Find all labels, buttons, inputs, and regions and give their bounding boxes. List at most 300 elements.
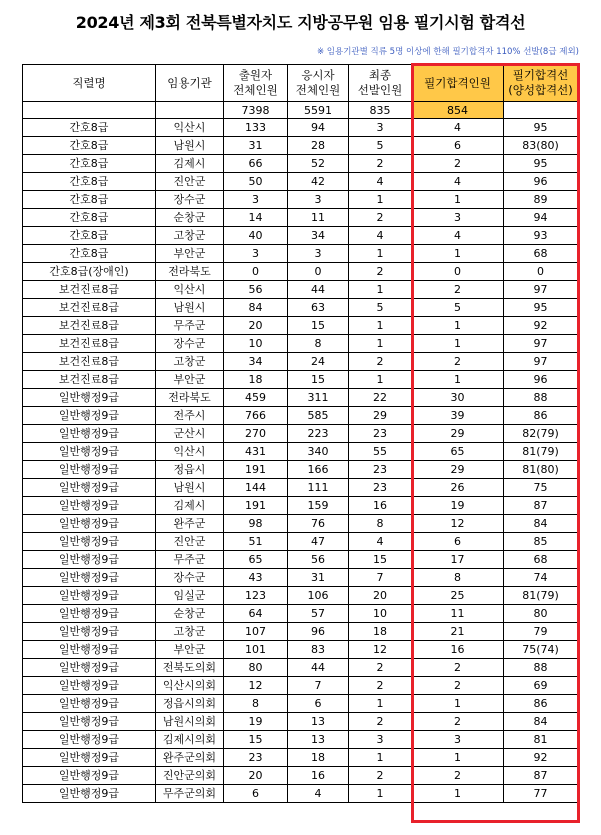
cell-cutline: 93: [504, 227, 578, 245]
cell-agency: 진안군: [156, 533, 224, 551]
cell-final: 23: [349, 425, 412, 443]
cell-final: 2: [349, 209, 412, 227]
cell-passers: 6: [412, 137, 504, 155]
cell-applicants: 65: [224, 551, 288, 569]
cell-examinees: 56: [288, 551, 349, 569]
cell-examinees: 63: [288, 299, 349, 317]
cell-applicants: 40: [224, 227, 288, 245]
cell-job: 일반행정9급: [23, 731, 156, 749]
results-table: [22, 64, 578, 803]
cell-agency: 무주군: [156, 317, 224, 335]
cell-examinees: 0: [288, 263, 349, 281]
cell-final: 1: [349, 317, 412, 335]
table-row: [23, 191, 578, 209]
cell-agency: 군산시: [156, 425, 224, 443]
table-row: [23, 425, 578, 443]
cell-agency: 무주군의회: [156, 785, 224, 803]
cell-job: 일반행정9급: [23, 587, 156, 605]
cell-cutline: 79: [504, 623, 578, 641]
table-row: [23, 335, 578, 353]
cell-examinees: 94: [288, 119, 349, 137]
cell-applicants: 191: [224, 497, 288, 515]
cell-applicants: 133: [224, 119, 288, 137]
table-row: [23, 641, 578, 659]
cell-examinees: 83: [288, 641, 349, 659]
cell-passers: 17: [412, 551, 504, 569]
cell-applicants: 12: [224, 677, 288, 695]
header-cutline-line1: 필기합격선: [512, 68, 569, 82]
cell-final: 29: [349, 407, 412, 425]
cell-applicants: 64: [224, 605, 288, 623]
cell-examinees: 96: [288, 623, 349, 641]
cell-examinees: 7: [288, 677, 349, 695]
table-row: [23, 587, 578, 605]
cell-applicants: 191: [224, 461, 288, 479]
cell-final: 2: [349, 659, 412, 677]
cell-cutline: 75(74): [504, 641, 578, 659]
cell-examinees: 11: [288, 209, 349, 227]
totals-cutline: [504, 102, 578, 119]
cell-job: 일반행정9급: [23, 569, 156, 587]
cell-applicants: 10: [224, 335, 288, 353]
cell-passers: 6: [412, 533, 504, 551]
cell-passers: 29: [412, 461, 504, 479]
cell-final: 2: [349, 155, 412, 173]
cell-cutline: 97: [504, 335, 578, 353]
cell-applicants: 101: [224, 641, 288, 659]
cell-agency: 장수군: [156, 191, 224, 209]
cell-final: 8: [349, 515, 412, 533]
cell-final: 2: [349, 713, 412, 731]
table-row: [23, 299, 578, 317]
cell-examinees: 28: [288, 137, 349, 155]
cell-passers: 1: [412, 191, 504, 209]
cell-passers: 0: [412, 263, 504, 281]
cell-cutline: 86: [504, 695, 578, 713]
cell-final: 55: [349, 443, 412, 461]
cell-final: 3: [349, 731, 412, 749]
cell-agency: 전주시: [156, 407, 224, 425]
totals-agency: [156, 102, 224, 119]
header-applicants-line2: 전체인원: [233, 83, 278, 97]
page-title: 2024년 제3회 전북특별자치도 지방공무원 임용 필기시험 합격선: [75, 13, 526, 32]
cell-applicants: 66: [224, 155, 288, 173]
header-examinees: [288, 65, 349, 102]
cell-examinees: 16: [288, 767, 349, 785]
cell-examinees: 34: [288, 227, 349, 245]
cell-applicants: 0: [224, 263, 288, 281]
cell-applicants: 766: [224, 407, 288, 425]
cell-agency: 진안군: [156, 173, 224, 191]
cell-final: 3: [349, 119, 412, 137]
totals-passers: 854: [412, 102, 504, 119]
table-row: [23, 119, 578, 137]
cell-applicants: 270: [224, 425, 288, 443]
cell-final: 1: [349, 281, 412, 299]
cell-examinees: 223: [288, 425, 349, 443]
cell-cutline: 81(79): [504, 443, 578, 461]
cell-job: 일반행정9급: [23, 749, 156, 767]
cell-applicants: 3: [224, 191, 288, 209]
cell-cutline: 81(79): [504, 587, 578, 605]
cell-agency: 장수군: [156, 335, 224, 353]
cell-cutline: 87: [504, 497, 578, 515]
cell-agency: 정읍시의회: [156, 695, 224, 713]
cell-cutline: 81(80): [504, 461, 578, 479]
cell-final: 5: [349, 137, 412, 155]
cell-examinees: 3: [288, 191, 349, 209]
cell-final: 2: [349, 263, 412, 281]
cell-cutline: 88: [504, 389, 578, 407]
cell-agency: 고창군: [156, 623, 224, 641]
cell-job: 간호8급: [23, 245, 156, 263]
cell-cutline: 97: [504, 353, 578, 371]
cell-examinees: 106: [288, 587, 349, 605]
cell-agency: 임실군: [156, 587, 224, 605]
cell-final: 1: [349, 335, 412, 353]
cell-agency: 남원시: [156, 299, 224, 317]
cell-job: 보건진료8급: [23, 317, 156, 335]
cell-examinees: 57: [288, 605, 349, 623]
cell-job: 일반행정9급: [23, 515, 156, 533]
table-row: [23, 623, 578, 641]
cell-agency: 익산시: [156, 119, 224, 137]
cell-agency: 전라북도: [156, 389, 224, 407]
cell-final: 7: [349, 569, 412, 587]
cell-cutline: 74: [504, 569, 578, 587]
cell-final: 18: [349, 623, 412, 641]
cell-cutline: 96: [504, 371, 578, 389]
cell-final: 23: [349, 461, 412, 479]
cell-cutline: 96: [504, 173, 578, 191]
cell-job: 일반행정9급: [23, 533, 156, 551]
cell-job: 보건진료8급: [23, 353, 156, 371]
cell-applicants: 3: [224, 245, 288, 263]
cell-examinees: 6: [288, 695, 349, 713]
cell-passers: 4: [412, 119, 504, 137]
cell-applicants: 431: [224, 443, 288, 461]
cell-applicants: 459: [224, 389, 288, 407]
header-examinees-line1: 응시자: [301, 68, 335, 82]
cell-job: 일반행정9급: [23, 659, 156, 677]
cell-applicants: 56: [224, 281, 288, 299]
cell-applicants: 23: [224, 749, 288, 767]
cell-agency: 정읍시: [156, 461, 224, 479]
cell-agency: 남원시의회: [156, 713, 224, 731]
cell-agency: 완주군의회: [156, 749, 224, 767]
table-row: [23, 605, 578, 623]
table-row: [23, 479, 578, 497]
cell-applicants: 107: [224, 623, 288, 641]
cell-passers: 3: [412, 209, 504, 227]
cell-job: 간호8급: [23, 227, 156, 245]
cell-cutline: 84: [504, 515, 578, 533]
cell-passers: 21: [412, 623, 504, 641]
table-row: [23, 407, 578, 425]
table-row: [23, 227, 578, 245]
cell-final: 16: [349, 497, 412, 515]
cell-final: 1: [349, 245, 412, 263]
cell-job: 일반행정9급: [23, 389, 156, 407]
cell-examinees: 52: [288, 155, 349, 173]
cell-agency: 전북도의회: [156, 659, 224, 677]
header-cutline-line2: (양성합격선): [508, 83, 573, 97]
cell-applicants: 98: [224, 515, 288, 533]
cell-job: 일반행정9급: [23, 785, 156, 803]
cell-applicants: 123: [224, 587, 288, 605]
cell-applicants: 51: [224, 533, 288, 551]
table-row: [23, 389, 578, 407]
cell-agency: 부안군: [156, 371, 224, 389]
table-row: [23, 731, 578, 749]
cell-examinees: 8: [288, 335, 349, 353]
cell-examinees: 76: [288, 515, 349, 533]
cell-applicants: 6: [224, 785, 288, 803]
header-final: [349, 65, 412, 102]
header-examinees-line2: 전체인원: [295, 83, 341, 97]
cell-agency: 김제시: [156, 155, 224, 173]
cell-agency: 완주군: [156, 515, 224, 533]
cell-agency: 고창군: [156, 353, 224, 371]
cell-cutline: 87: [504, 767, 578, 785]
table-row: [23, 659, 578, 677]
cell-examinees: 44: [288, 281, 349, 299]
table-row: [23, 281, 578, 299]
cell-final: 2: [349, 767, 412, 785]
cell-job: 간호8급: [23, 209, 156, 227]
cell-examinees: 31: [288, 569, 349, 587]
cell-job: 일반행정9급: [23, 551, 156, 569]
cell-passers: 12: [412, 515, 504, 533]
table-row: [23, 137, 578, 155]
cell-cutline: 81: [504, 731, 578, 749]
cell-agency: 부안군: [156, 245, 224, 263]
cell-examinees: 3: [288, 245, 349, 263]
table-row: [23, 551, 578, 569]
cell-job: 간호8급: [23, 173, 156, 191]
cell-passers: 16: [412, 641, 504, 659]
cell-cutline: 94: [504, 209, 578, 227]
cell-passers: 2: [412, 659, 504, 677]
cell-job: 일반행정9급: [23, 425, 156, 443]
table-row: [23, 461, 578, 479]
cell-applicants: 50: [224, 173, 288, 191]
cell-agency: 장수군: [156, 569, 224, 587]
cell-passers: 26: [412, 479, 504, 497]
cell-job: 일반행정9급: [23, 677, 156, 695]
cell-applicants: 14: [224, 209, 288, 227]
cell-final: 1: [349, 191, 412, 209]
cell-job: 일반행정9급: [23, 461, 156, 479]
totals-examinees: 5591: [288, 102, 349, 119]
cell-passers: 2: [412, 677, 504, 695]
cell-cutline: 97: [504, 281, 578, 299]
cell-examinees: 13: [288, 713, 349, 731]
cell-applicants: 20: [224, 317, 288, 335]
cell-job: 일반행정9급: [23, 713, 156, 731]
cell-passers: 3: [412, 731, 504, 749]
cell-passers: 1: [412, 785, 504, 803]
cell-agency: 부안군: [156, 641, 224, 659]
cell-job: 보건진료8급: [23, 281, 156, 299]
table-row: [23, 785, 578, 803]
cell-examinees: 159: [288, 497, 349, 515]
cell-job: 일반행정9급: [23, 479, 156, 497]
cell-final: 22: [349, 389, 412, 407]
cell-cutline: 77: [504, 785, 578, 803]
cell-examinees: 15: [288, 317, 349, 335]
cell-examinees: 311: [288, 389, 349, 407]
cell-cutline: 85: [504, 533, 578, 551]
cell-cutline: 92: [504, 749, 578, 767]
cell-passers: 2: [412, 353, 504, 371]
table-row: [23, 677, 578, 695]
table-row: [23, 443, 578, 461]
cell-final: 1: [349, 371, 412, 389]
cell-final: 2: [349, 353, 412, 371]
cell-agency: 진안군의회: [156, 767, 224, 785]
table-row: [23, 155, 578, 173]
table-row: [23, 371, 578, 389]
cell-agency: 순창군: [156, 209, 224, 227]
cell-agency: 익산시의회: [156, 677, 224, 695]
cell-passers: 39: [412, 407, 504, 425]
cell-passers: 1: [412, 317, 504, 335]
cell-final: 1: [349, 785, 412, 803]
cell-job: 일반행정9급: [23, 605, 156, 623]
header-final-line1: 최종: [368, 68, 392, 82]
cell-passers: 1: [412, 695, 504, 713]
cell-passers: 4: [412, 227, 504, 245]
table-body: [23, 119, 578, 803]
cell-passers: 25: [412, 587, 504, 605]
cell-passers: 2: [412, 713, 504, 731]
cell-cutline: 86: [504, 407, 578, 425]
cell-examinees: 44: [288, 659, 349, 677]
cell-cutline: 95: [504, 299, 578, 317]
cell-examinees: 42: [288, 173, 349, 191]
table-row: [23, 245, 578, 263]
cell-cutline: 68: [504, 551, 578, 569]
cell-final: 4: [349, 227, 412, 245]
cell-applicants: 84: [224, 299, 288, 317]
table-row: [23, 515, 578, 533]
cell-passers: 2: [412, 767, 504, 785]
cell-passers: 19: [412, 497, 504, 515]
cell-applicants: 8: [224, 695, 288, 713]
cell-applicants: 18: [224, 371, 288, 389]
cell-applicants: 20: [224, 767, 288, 785]
cell-agency: 남원시: [156, 479, 224, 497]
table-row: [23, 767, 578, 785]
header-applicants: [224, 65, 288, 102]
cell-job: 보건진료8급: [23, 335, 156, 353]
cell-passers: 2: [412, 281, 504, 299]
header-job: 직렬명: [23, 65, 156, 102]
table-row: [23, 695, 578, 713]
cell-cutline: 83(80): [504, 137, 578, 155]
cell-final: 23: [349, 479, 412, 497]
cell-agency: 고창군: [156, 227, 224, 245]
cell-cutline: 84: [504, 713, 578, 731]
totals-job: [23, 102, 156, 119]
cell-final: 1: [349, 695, 412, 713]
header-applicants-line1: 출원자: [238, 68, 273, 82]
totals-row: [23, 102, 578, 119]
cell-agency: 김제시의회: [156, 731, 224, 749]
cell-passers: 11: [412, 605, 504, 623]
cell-passers: 5: [412, 299, 504, 317]
cell-final: 15: [349, 551, 412, 569]
table-row: [23, 209, 578, 227]
cell-passers: 4: [412, 173, 504, 191]
cell-agency: 김제시: [156, 497, 224, 515]
totals-final: 835: [349, 102, 412, 119]
cell-cutline: 95: [504, 119, 578, 137]
cell-job: 보건진료8급: [23, 371, 156, 389]
cell-final: 5: [349, 299, 412, 317]
cell-final: 2: [349, 677, 412, 695]
cell-job: 일반행정9급: [23, 767, 156, 785]
header-agency: 임용기관: [156, 65, 224, 102]
cell-examinees: 585: [288, 407, 349, 425]
cell-applicants: 19: [224, 713, 288, 731]
table-row: [23, 263, 578, 281]
cell-cutline: 89: [504, 191, 578, 209]
cell-passers: 65: [412, 443, 504, 461]
cell-agency: 남원시: [156, 137, 224, 155]
header-passers: 필기합격인원: [412, 65, 504, 102]
cell-examinees: 24: [288, 353, 349, 371]
header-row: [23, 65, 578, 102]
cell-cutline: 0: [504, 263, 578, 281]
table-row: [23, 749, 578, 767]
cell-examinees: 111: [288, 479, 349, 497]
cell-applicants: 31: [224, 137, 288, 155]
cell-final: 20: [349, 587, 412, 605]
cell-cutline: 82(79): [504, 425, 578, 443]
table-row: [23, 713, 578, 731]
cell-passers: 29: [412, 425, 504, 443]
cell-agency: 익산시: [156, 281, 224, 299]
cell-cutline: 68: [504, 245, 578, 263]
table-row: [23, 353, 578, 371]
cell-job: 간호8급: [23, 191, 156, 209]
cell-applicants: 15: [224, 731, 288, 749]
cell-passers: 1: [412, 335, 504, 353]
cell-examinees: 47: [288, 533, 349, 551]
cell-passers: 1: [412, 749, 504, 767]
cell-applicants: 43: [224, 569, 288, 587]
cell-examinees: 4: [288, 785, 349, 803]
cell-examinees: 15: [288, 371, 349, 389]
cell-cutline: 69: [504, 677, 578, 695]
cell-passers: 1: [412, 371, 504, 389]
cell-agency: 전라북도: [156, 263, 224, 281]
cell-passers: 2: [412, 155, 504, 173]
table-row: [23, 497, 578, 515]
cell-cutline: 75: [504, 479, 578, 497]
cell-passers: 30: [412, 389, 504, 407]
cell-applicants: 144: [224, 479, 288, 497]
cell-examinees: 18: [288, 749, 349, 767]
table-row: [23, 569, 578, 587]
cell-agency: 무주군: [156, 551, 224, 569]
cell-agency: 익산시: [156, 443, 224, 461]
cell-job: 일반행정9급: [23, 407, 156, 425]
cell-final: 10: [349, 605, 412, 623]
cell-job: 일반행정9급: [23, 695, 156, 713]
